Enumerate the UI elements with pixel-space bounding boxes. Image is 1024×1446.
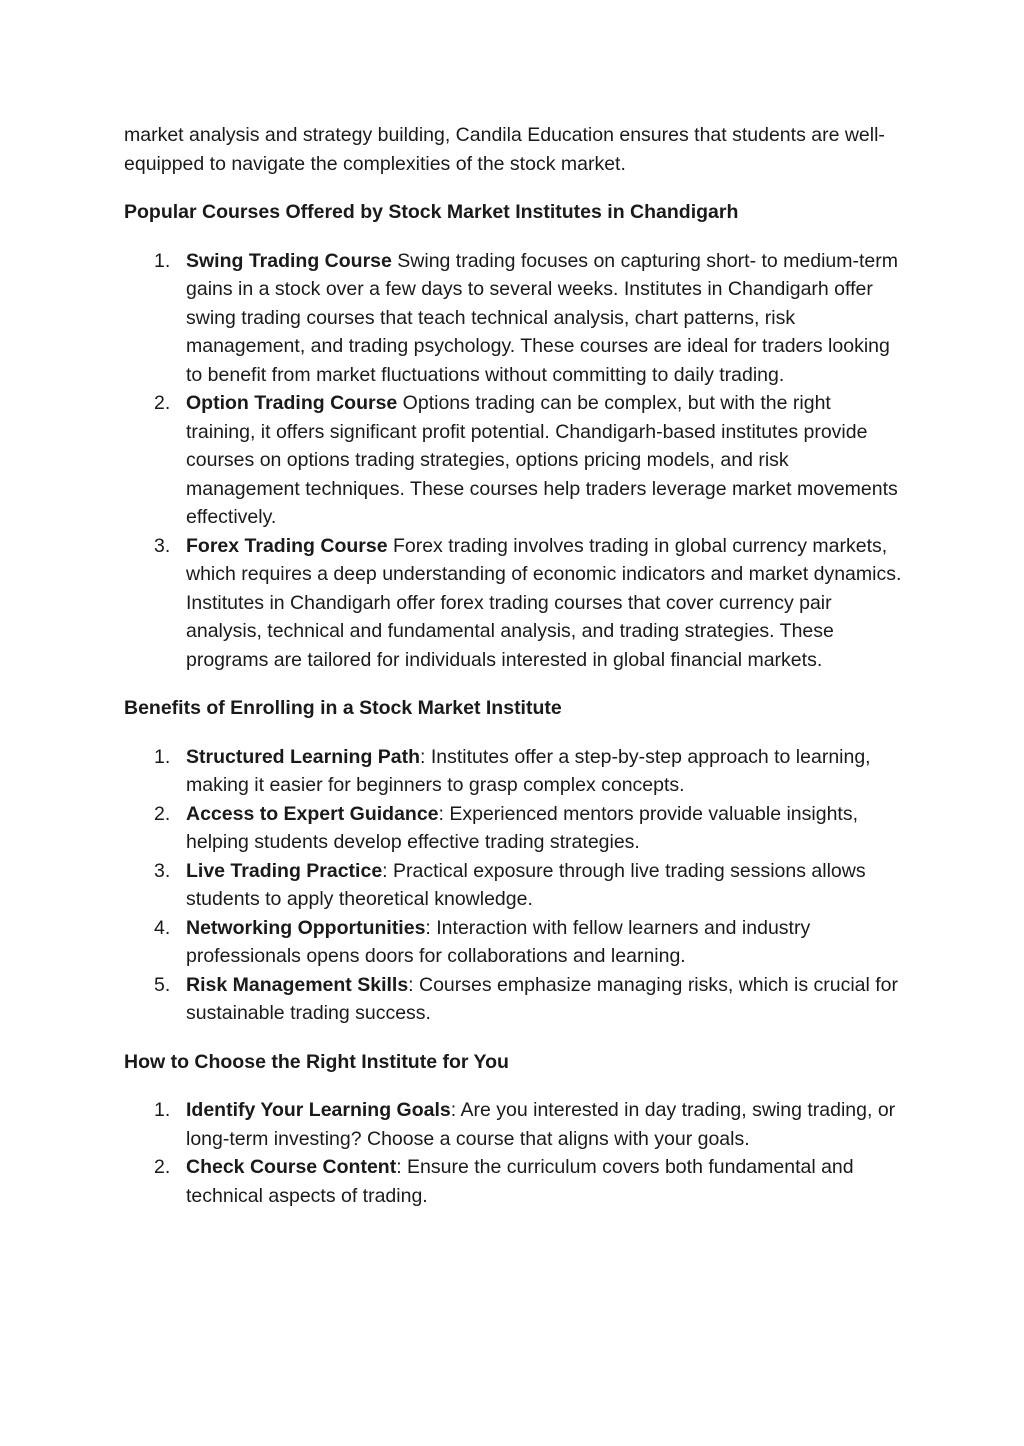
list-item-title: Access to Expert Guidance [186,802,439,825]
list-number: 2. [154,802,171,825]
list-item-title: Forex Trading Course [186,534,388,557]
section-heading-popular-courses: Popular Courses Offered by Stock Market Institutes in Chandigarh [124,201,739,223]
list-item-text: : Courses emphasize managing risks, which is crucial for sustainable trading success. [186,973,899,1024]
list-number: 2. [154,1156,171,1178]
list-item-text: Swing trading focuses on capturing short- to medium-term gains in a stock over a few days to several weeks. Institutes in Chandigarh offer swing trading courses that teach technical analysis, chart patterns, risk management, and trading psychology. These courses are ideal for traders looking to benefit from market fluctuations without committing to daily trading. [186,249,899,386]
intro-paragraph: market analysis and strategy building, Candila Education ensures that students are well-equipped to navigate the complexities of the stock market. [124,124,885,175]
document-page [124,121,904,1210]
list-item [124,1153,904,1210]
list-item-text: : Ensure the curriculum covers both fundamental and technical aspects of trading. [186,1156,854,1207]
list-item-text: Options trading can be complex, but with the right training, it offers significant profit potential. Chandigarh-based institutes provide courses on options trading strategies, options pricing models, and risk management techniques. These courses help traders leverage market movements effectively. [186,392,898,528]
list-number: 3. [154,534,171,557]
list-number: 1. [154,1099,171,1121]
list-item-text: : Practical exposure through live trading sessions allows students to apply theoretical knowledge. [186,859,866,910]
section-heading-benefits: Benefits of Enrolling in a Stock Market Institute [124,697,562,719]
list-item-text: : Interaction with fellow learners and industry professionals opens doors for collaborations and learning. [186,916,811,967]
list-item [124,247,904,390]
benefits-list [124,743,904,1028]
list-item-text: : Are you interested in day trading, swing trading, or long-term investing? Choose a course that aligns with your goals. [186,1099,896,1150]
list-number: 2. [154,392,171,414]
choose-institute-list [124,1096,904,1210]
list-item [124,389,904,532]
list-item [124,971,904,1028]
list-item-title: Option Trading Course [186,392,398,414]
list-item-title: Networking Opportunities [186,916,426,939]
list-number: 1. [154,745,171,768]
list-item-text: : Experienced mentors provide valuable insights, helping students develop effective trading strategies. [186,802,858,853]
list-item [124,743,904,800]
list-item-title: Identify Your Learning Goals [186,1099,451,1121]
list-number: 1. [154,249,171,272]
list-number: 3. [154,859,171,882]
list-item-text: Forex trading involves trading in global currency markets, which requires a deep understanding of economic indicators and market dynamics. Institutes in Chandigarh offer forex trading courses that cover currency pair analysis, technical and fundamental analysis, and trading strategies. These programs are tailored for individuals interested in global financial markets. [186,534,902,671]
list-item [124,800,904,857]
section-heading-choose-institute: How to Choose the Right Institute for You [124,1050,509,1073]
list-item-title: Swing Trading Course [186,249,392,272]
list-item [124,1096,904,1153]
list-item [124,857,904,914]
list-item-title: Risk Management Skills [186,973,409,996]
list-item-title: Check Course Content [186,1156,397,1178]
list-item-title: Structured Learning Path [186,745,421,768]
list-item [124,914,904,971]
list-number: 4. [154,916,171,939]
list-item-title: Live Trading Practice [186,859,383,882]
list-number: 5. [154,973,171,996]
popular-courses-list [124,247,904,675]
list-item-text: : Institutes offer a step-by-step approach to learning, making it easier for beginners to grasp complex concepts. [186,745,871,796]
list-item [124,532,904,675]
